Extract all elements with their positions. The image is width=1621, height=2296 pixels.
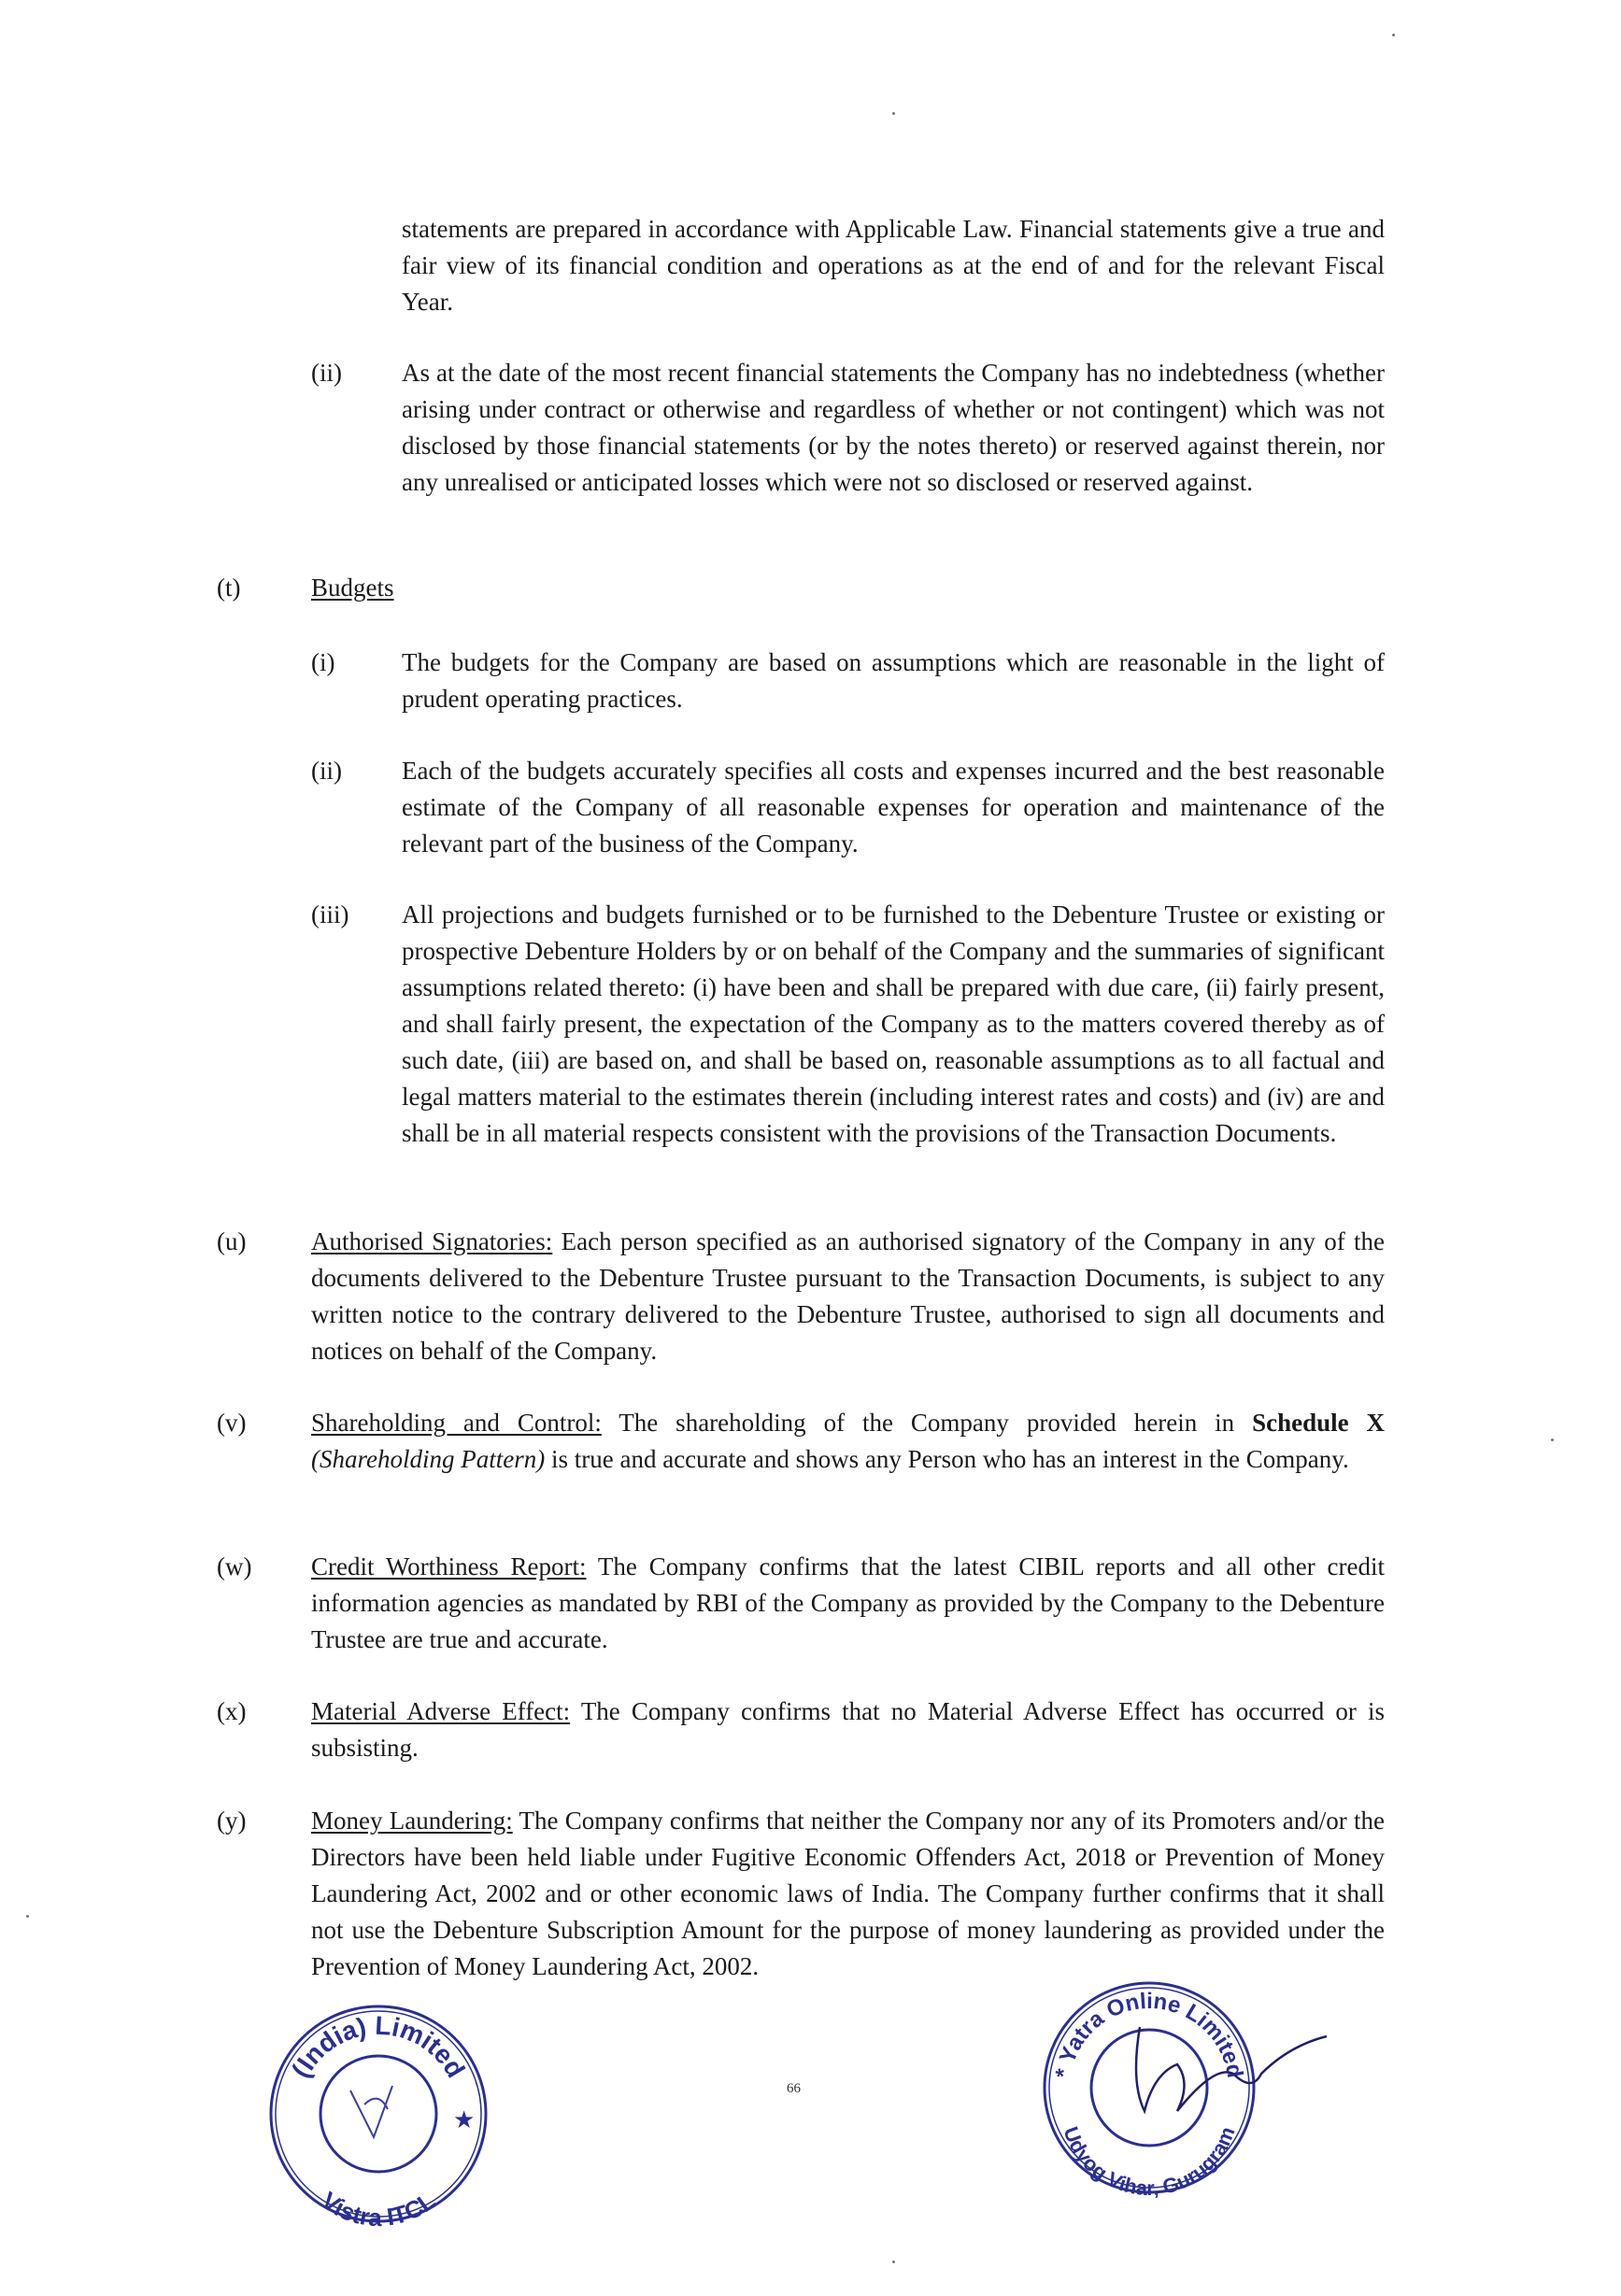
clause-t-i-text: The budgets for the Company are based on assumptions which are reasonable in the light of prudent operating practices. bbox=[402, 648, 1385, 713]
clause-v-text: Shareholding and Control: The shareholding of the Company provided herein in Schedule X (Shareholding Pattern) is true and accurate and shows any Person who has an interest in the Company. bbox=[311, 1409, 1386, 1473]
stamp-right-bottom-text: Udyog Vihar, Gurugram bbox=[1059, 2123, 1240, 2200]
stamp-left-top-text: (India) Limited bbox=[286, 2010, 471, 2083]
clause-t-iii-text: All projections and budgets furnished or to be furnished to the Debenture Trustee or existing or prospective Debenture Holders by or on behalf of the Company and the summaries of significant assumptions related thereto: (i) have been and shall be prepared with due care, (ii) fairly present, and shall fairly present, the expectation of the Company as to the matters covered thereby as of such date, (iii) are based on, and shall be based on, reasonable assumptions as to all factual and legal matters material to the estimates therein (including interest rates and costs) and (iv) are and shall be in all material respects consistent with the provisions of the Transaction Documents. bbox=[402, 900, 1385, 1147]
vistra-itcl-stamp bbox=[262, 1997, 495, 2231]
star-icon: ★ bbox=[453, 2106, 476, 2134]
clause-t-ii-text: Each of the budgets accurately specifies all costs and expenses incurred and the best reasonable estimate of the Company of all reasonable expenses for operation and maintenance of the relevant part of the business of the Company. bbox=[402, 757, 1385, 857]
signature-mark-left bbox=[350, 2086, 392, 2137]
clause-marker-y: (y) bbox=[217, 1807, 247, 1835]
clause-t-heading: Budgets bbox=[311, 574, 394, 602]
stamp-right-top-text: * Yatra Online Limited bbox=[1050, 1988, 1248, 2080]
clause-x-text: Material Adverse Effect: The Company confirms that no Material Adverse Effect has occurred or is subsisting. bbox=[311, 1697, 1386, 1762]
clause-s-ii-text: As at the date of the most recent financial statements the Company has no indebtedness (whether arising under contract or otherwise and regardless of whether or not contingent) which was not disclosed by those financial statements (or by the notes thereto) or reserved against therein, nor any unrealised or anticipated losses which were not so disclosed or reserved against. bbox=[402, 359, 1385, 496]
clause-marker-t: (t) bbox=[217, 574, 241, 602]
stamp-left-bottom-text: Vistra ITCL bbox=[316, 2186, 441, 2231]
clause-marker-t-iii: (iii) bbox=[311, 900, 349, 928]
clause-marker-u: (u) bbox=[217, 1227, 247, 1255]
clause-marker-x: (x) bbox=[217, 1697, 247, 1725]
clause-marker-t-ii: (ii) bbox=[311, 757, 342, 785]
clause-y-text: Money Laundering: The Company confirms that neither the Company nor any of its Promoters and/or the Directors have been held liable under Fugitive Economic Offenders Act, 2018 or Prevention of Money Laundering Act, 2002 and or other economic laws of India. The Company further confirms that it shall not use the Debenture Subscription Amount for the purpose of money laundering as provided under the Prevention of Money Laundering Act, 2002. bbox=[311, 1807, 1385, 1980]
page-number: 66 bbox=[787, 2081, 801, 2096]
continuation-paragraph: statements are prepared in accordance with Applicable Law. Financial statements give a true and fair view of its financial condition and operations as at the end of and for the relevant Fiscal Year. bbox=[402, 215, 1385, 316]
clause-w-text: Credit Worthiness Report: The Company confirms that the latest CIBIL reports and all other credit information agencies as mandated by RBI of the Company as provided by the Company to the Debenture Trustee are true and accurate. bbox=[311, 1552, 1385, 1653]
clause-marker-v: (v) bbox=[217, 1409, 247, 1437]
clause-u-text: Authorised Signatories: Each person specified as an authorised signatory of the Company in any of the documents delivered to the Debenture Trustee pursuant to the Transaction Documents, is subject to any written notice to the contrary delivered to the Debenture Trustee, authorised to sign all documents and notices on behalf of the Company. bbox=[311, 1227, 1385, 1365]
clause-marker-t-i: (i) bbox=[311, 648, 335, 676]
signature-right bbox=[1112, 2008, 1336, 2130]
clause-marker-s-ii: (ii) bbox=[311, 359, 342, 387]
clause-marker-w: (w) bbox=[217, 1552, 252, 1580]
